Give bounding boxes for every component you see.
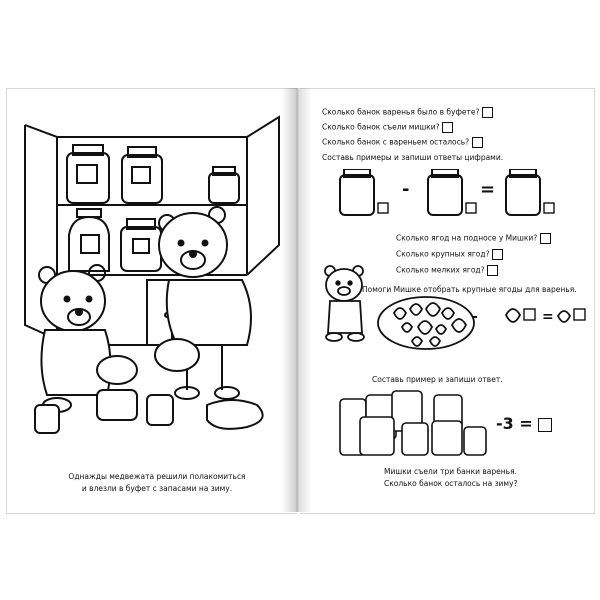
left-page bbox=[6, 88, 297, 514]
instruction-make-example: Составь пример и запиши ответ. bbox=[372, 375, 503, 384]
right-page bbox=[300, 88, 595, 514]
jar-icon bbox=[360, 417, 394, 455]
expression-minus-three bbox=[496, 414, 552, 433]
question-text: Сколько ягод на подносе у Мишки? bbox=[396, 233, 538, 243]
book-spine-shadow bbox=[282, 88, 312, 512]
jar-icon bbox=[402, 423, 428, 455]
instruction-make-examples: Составь примеры и запиши ответы цифрами. bbox=[322, 153, 504, 162]
answer-box[interactable] bbox=[442, 122, 453, 133]
jar-icon bbox=[428, 175, 462, 215]
question-jars-left bbox=[322, 137, 483, 148]
equals-sign: = bbox=[480, 179, 496, 200]
book-spread bbox=[0, 88, 600, 528]
story-caption bbox=[37, 471, 277, 495]
question-jars-eaten bbox=[322, 122, 453, 133]
caption-line-2: и влезли в буфет с запасами на зиму. bbox=[81, 484, 233, 493]
final-line-1: Мишки съели три банки варенья. bbox=[384, 467, 517, 476]
jar-equation bbox=[320, 169, 560, 219]
question-jars-in-cupboard bbox=[322, 107, 493, 118]
minus-sign: - bbox=[472, 309, 478, 325]
instruction-pick-berries: Помоги Мишке отобрать крупные ягоды для варенья. bbox=[362, 285, 577, 294]
jar-icon bbox=[464, 427, 486, 455]
question-text: Сколько мелких ягод? bbox=[396, 265, 485, 275]
expression-text: -3 = bbox=[496, 414, 533, 433]
question-text: Сколько банок варенья было в буфете? bbox=[322, 107, 480, 117]
question-berries-on-tray bbox=[396, 233, 551, 244]
answer-box[interactable] bbox=[538, 418, 552, 432]
question-text: Сколько крупных ягод? bbox=[396, 249, 490, 259]
minus-sign: - bbox=[402, 179, 410, 200]
final-line-2: Сколько банок осталось на зиму? bbox=[384, 479, 518, 488]
jar-icon bbox=[340, 175, 374, 215]
bears-cupboard-illustration bbox=[17, 105, 289, 445]
bear-icon bbox=[325, 266, 364, 341]
answer-box[interactable] bbox=[540, 233, 551, 244]
jars-group bbox=[336, 387, 496, 459]
caption-line-1: Однажды медвежата решили полакомиться bbox=[68, 472, 246, 481]
question-big-berries bbox=[396, 249, 503, 260]
strawberry-tray-icon bbox=[378, 297, 474, 349]
question-text: Сколько банок с вареньем осталось? bbox=[322, 137, 470, 147]
jar-icon bbox=[432, 421, 462, 455]
question-text: Сколько банок съели мишки? bbox=[322, 122, 440, 132]
equals-sign: = bbox=[542, 309, 554, 325]
answer-box[interactable] bbox=[482, 107, 493, 118]
answer-box[interactable] bbox=[472, 137, 483, 148]
jar-icon bbox=[506, 175, 540, 215]
answer-box[interactable] bbox=[492, 249, 503, 260]
